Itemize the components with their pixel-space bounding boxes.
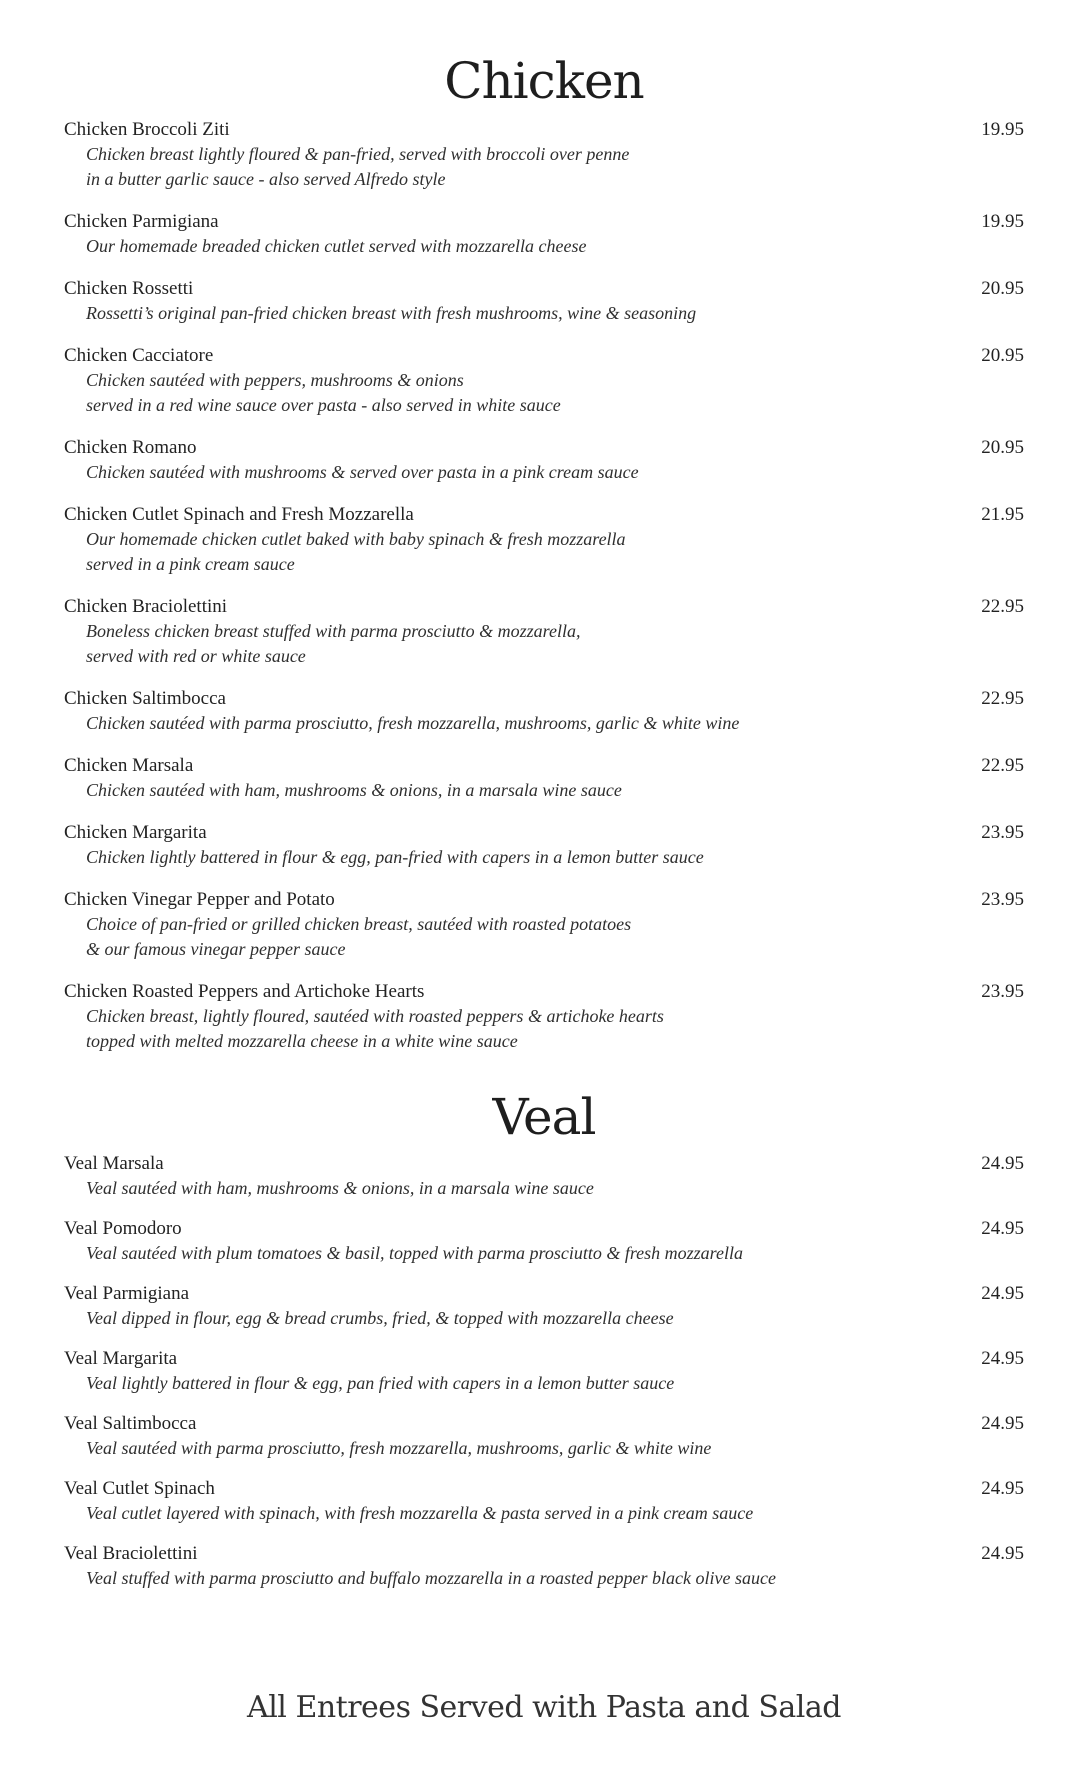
menu-item-price: 24.95 bbox=[981, 1478, 1024, 1499]
menu-item-header bbox=[64, 1542, 1024, 1566]
menu-item bbox=[64, 754, 1024, 803]
menu-item-description: Chicken lightly battered in flour & egg, pan-fried with capers in a lemon butter sauce bbox=[86, 847, 704, 867]
menu-item-price: 20.95 bbox=[981, 278, 1024, 299]
menu-item bbox=[64, 118, 1024, 192]
menu-item-header bbox=[64, 210, 1024, 234]
menu-item-description: Our homemade chicken cutlet baked with baby spinach & fresh mozzarella served in a pink cream sauce bbox=[86, 529, 626, 574]
menu-item-description: Chicken sautéed with peppers, mushrooms & onions served in a red wine sauce over pasta - also served in white sauce bbox=[86, 370, 561, 415]
menu-item-description: Veal stuffed with parma prosciutto and buffalo mozzarella in a roasted pepper black olive sauce bbox=[86, 1568, 776, 1588]
menu-item bbox=[64, 1152, 1024, 1201]
menu-item-price: 24.95 bbox=[981, 1153, 1024, 1174]
menu-item-name: Veal Braciolettini bbox=[64, 1543, 198, 1564]
menu-item-price: 20.95 bbox=[981, 437, 1024, 458]
menu-footer-note: All Entrees Served with Pasta and Salad bbox=[247, 1690, 841, 1725]
menu-item-name: Chicken Rossetti bbox=[64, 278, 194, 299]
veal-item-list bbox=[64, 1152, 1024, 1607]
menu-item-description: Chicken sautéed with parma prosciutto, fresh mozzarella, mushrooms, garlic & white wine bbox=[86, 713, 740, 733]
menu-item-price: 19.95 bbox=[981, 211, 1024, 232]
menu-item-price: 23.95 bbox=[981, 822, 1024, 843]
menu-item-header bbox=[64, 595, 1024, 619]
menu-item-header bbox=[64, 1217, 1024, 1241]
menu-item-name: Chicken Saltimbocca bbox=[64, 688, 226, 709]
menu-item-price: 24.95 bbox=[981, 1543, 1024, 1564]
menu-item bbox=[64, 1217, 1024, 1266]
menu-item bbox=[64, 436, 1024, 485]
menu-item-name: Veal Parmigiana bbox=[64, 1283, 190, 1304]
menu-item-name: Chicken Romano bbox=[64, 437, 197, 458]
menu-item-description: Veal sautéed with plum tomatoes & basil, topped with parma prosciutto & fresh mozzarella bbox=[86, 1243, 743, 1263]
menu-item-header bbox=[64, 687, 1024, 711]
menu-item-header bbox=[64, 344, 1024, 368]
menu-item-description: Veal sautéed with ham, mushrooms & onions, in a marsala wine sauce bbox=[86, 1178, 594, 1198]
menu-item-header bbox=[64, 980, 1024, 1004]
menu-item-price: 24.95 bbox=[981, 1283, 1024, 1304]
menu-item-header bbox=[64, 118, 1024, 142]
menu-item-name: Chicken Vinegar Pepper and Potato bbox=[64, 889, 335, 910]
menu-item-description: Our homemade breaded chicken cutlet served with mozzarella cheese bbox=[86, 236, 587, 256]
menu-item-header bbox=[64, 436, 1024, 460]
menu-item-price: 24.95 bbox=[981, 1413, 1024, 1434]
menu-item-header bbox=[64, 1412, 1024, 1436]
menu-item bbox=[64, 1282, 1024, 1331]
menu-item-description: Rossetti’s original pan-fried chicken breast with fresh mushrooms, wine & seasoning bbox=[86, 303, 697, 323]
menu-item-price: 22.95 bbox=[981, 688, 1024, 709]
menu-item-price: 24.95 bbox=[981, 1348, 1024, 1369]
menu-item bbox=[64, 1477, 1024, 1526]
menu-item-name: Chicken Braciolettini bbox=[64, 596, 228, 617]
menu-item-description: Veal dipped in flour, egg & bread crumbs, fried, & topped with mozzarella cheese bbox=[86, 1308, 674, 1328]
menu-item bbox=[64, 1347, 1024, 1396]
menu-item-header bbox=[64, 888, 1024, 912]
menu-item bbox=[64, 503, 1024, 577]
menu-item-description: Veal cutlet layered with spinach, with fresh mozzarella & pasta served in a pink cream sauce bbox=[86, 1503, 754, 1523]
menu-item-name: Veal Marsala bbox=[64, 1153, 164, 1174]
menu-item-name: Chicken Cutlet Spinach and Fresh Mozzarella bbox=[64, 504, 414, 525]
menu-item-name: Chicken Marsala bbox=[64, 755, 194, 776]
menu-item-description: Choice of pan-fried or grilled chicken breast, sautéed with roasted potatoes & our famous vinegar pepper sauce bbox=[86, 914, 632, 959]
menu-item-name: Veal Margarita bbox=[64, 1348, 178, 1369]
menu-item-description: Chicken breast, lightly floured, sautéed with roasted peppers & artichoke hearts topped with melted mozzarella cheese in a white wine sauce bbox=[86, 1006, 664, 1051]
chicken-section-title: Chicken bbox=[444, 52, 644, 110]
veal-section-title: Veal bbox=[492, 1088, 596, 1146]
menu-item-description: Veal lightly battered in flour & egg, pan fried with capers in a lemon butter sauce bbox=[86, 1373, 675, 1393]
menu-item-description: Boneless chicken breast stuffed with parma prosciutto & mozzarella, served with red or white sauce bbox=[86, 621, 581, 666]
menu-item-price: 21.95 bbox=[981, 504, 1024, 525]
menu-item-description: Chicken sautéed with ham, mushrooms & onions, in a marsala wine sauce bbox=[86, 780, 622, 800]
menu-item bbox=[64, 1412, 1024, 1461]
menu-item-header bbox=[64, 754, 1024, 778]
menu-item-name: Chicken Margarita bbox=[64, 822, 207, 843]
chicken-item-list bbox=[64, 118, 1024, 1072]
menu-item-header bbox=[64, 1152, 1024, 1176]
menu-item bbox=[64, 1542, 1024, 1591]
menu-item bbox=[64, 888, 1024, 962]
menu-item-price: 22.95 bbox=[981, 755, 1024, 776]
menu-item-price: 24.95 bbox=[981, 1218, 1024, 1239]
menu-item bbox=[64, 210, 1024, 259]
menu-item-price: 23.95 bbox=[981, 889, 1024, 910]
menu-item-name: Veal Pomodoro bbox=[64, 1218, 182, 1239]
menu-item bbox=[64, 344, 1024, 418]
menu-item-price: 22.95 bbox=[981, 596, 1024, 617]
menu-item-description: Chicken breast lightly floured & pan-fried, served with broccoli over penne in a butter garlic sauce - also served Alfredo style bbox=[86, 144, 630, 189]
menu-item bbox=[64, 980, 1024, 1054]
menu-item-price: 20.95 bbox=[981, 345, 1024, 366]
menu-item bbox=[64, 277, 1024, 326]
menu-item bbox=[64, 821, 1024, 870]
menu-item-description: Chicken sautéed with mushrooms & served over pasta in a pink cream sauce bbox=[86, 462, 639, 482]
menu-item-header bbox=[64, 1347, 1024, 1371]
menu-item-name: Veal Saltimbocca bbox=[64, 1413, 197, 1434]
menu-item bbox=[64, 687, 1024, 736]
menu-item-description: Veal sautéed with parma prosciutto, fresh mozzarella, mushrooms, garlic & white wine bbox=[86, 1438, 712, 1458]
menu-item-price: 19.95 bbox=[981, 119, 1024, 140]
menu-item-name: Veal Cutlet Spinach bbox=[64, 1478, 215, 1499]
menu-item-header bbox=[64, 1477, 1024, 1501]
menu-item-name: Chicken Broccoli Ziti bbox=[64, 119, 230, 140]
menu-item-price: 23.95 bbox=[981, 981, 1024, 1002]
menu-item-header bbox=[64, 821, 1024, 845]
menu-item-header bbox=[64, 277, 1024, 301]
menu-item bbox=[64, 595, 1024, 669]
menu-item-name: Chicken Parmigiana bbox=[64, 211, 219, 232]
menu-item-header bbox=[64, 1282, 1024, 1306]
menu-item-header bbox=[64, 503, 1024, 527]
menu-item-name: Chicken Roasted Peppers and Artichoke Hearts bbox=[64, 981, 425, 1002]
menu-item-name: Chicken Cacciatore bbox=[64, 345, 214, 366]
